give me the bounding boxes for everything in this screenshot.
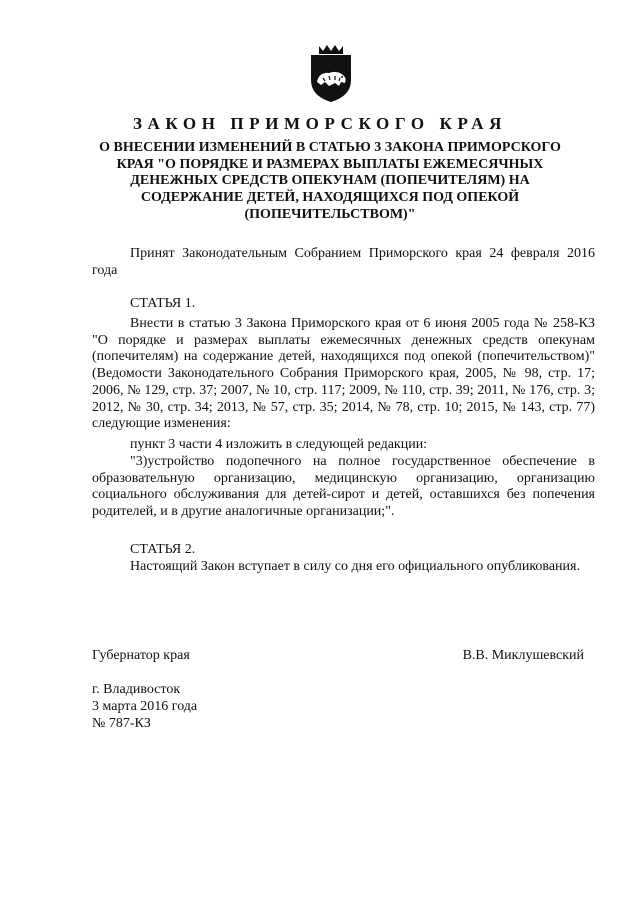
footer-date: 3 марта 2016 года [92, 699, 198, 714]
footer-number: № 787-КЗ [92, 716, 151, 731]
footer-city: г. Владивосток [92, 682, 181, 697]
article-2-body: Настоящий Закон вступает в силу со дня его официального опубликования. [130, 559, 580, 574]
article-2-heading: СТАТЬЯ 2. [130, 542, 196, 557]
adoption-note: Принят Законодательным Собранием Приморского края 24 февраля 2016 года [92, 246, 595, 278]
coat-of-arms-icon [301, 42, 361, 104]
signature-position: Губернатор края [92, 648, 190, 663]
article-1-body: Внести в статью 3 Закона Приморского края от 6 июня 2005 года № 258-КЗ "О порядке и размерах выплаты ежемесячных денежных средств опекунам (попечителям) на содержание детей, находящихся под опекой (попечительством)" (Ведомости Законодательного Собрания Приморского края, 2005, № 98, стр. 17; 2006, № 129, стр. 37; 2007, № 10, стр. 117; 2009, № 110, стр. 39; 2011, № 176, стр. 3; 2012, № 30, стр. 34; 2013, № 57, стр. 35; 2014, № 78, стр. 10; 2015, № 143, стр. 77) следующие изменения: [92, 316, 595, 432]
article-1-heading: СТАТЬЯ 1. [130, 296, 196, 311]
law-subtitle: О ВНЕСЕНИИ ИЗМЕНЕНИЙ В СТАТЬЮ 3 ЗАКОНА ПРИМОРСКОГО КРАЯ "О ПОРЯДКЕ И РАЗМЕРАХ ВЫПЛАТЫ ЕЖЕМЕСЯЧНЫХ ДЕНЕЖНЫХ СРЕДСТВ ОПЕКУНАМ (ПОПЕЧИТЕЛЯМ) НА СОДЕРЖАНИЕ ДЕТЕЙ, НАХОДЯЩИХСЯ ПОД ОПЕКОЙ (ПОПЕЧИТЕЛЬСТВОМ)" [99, 140, 561, 222]
article-1-instruction: пункт 3 части 4 изложить в следующей редакции: [130, 437, 428, 452]
law-title: ЗАКОН ПРИМОРСКОГО КРАЯ [132, 114, 508, 133]
article-1-quote: "3)устройство подопечного на полное государственное обеспечение в образовательную организацию, медицинскую организацию, организацию социального обслуживания для детей-сирот и детей, оставшихся без попечения родителей, и в другие аналогичные организации;". [92, 454, 595, 520]
signature-name: В.В. Миклушевский [462, 648, 584, 663]
